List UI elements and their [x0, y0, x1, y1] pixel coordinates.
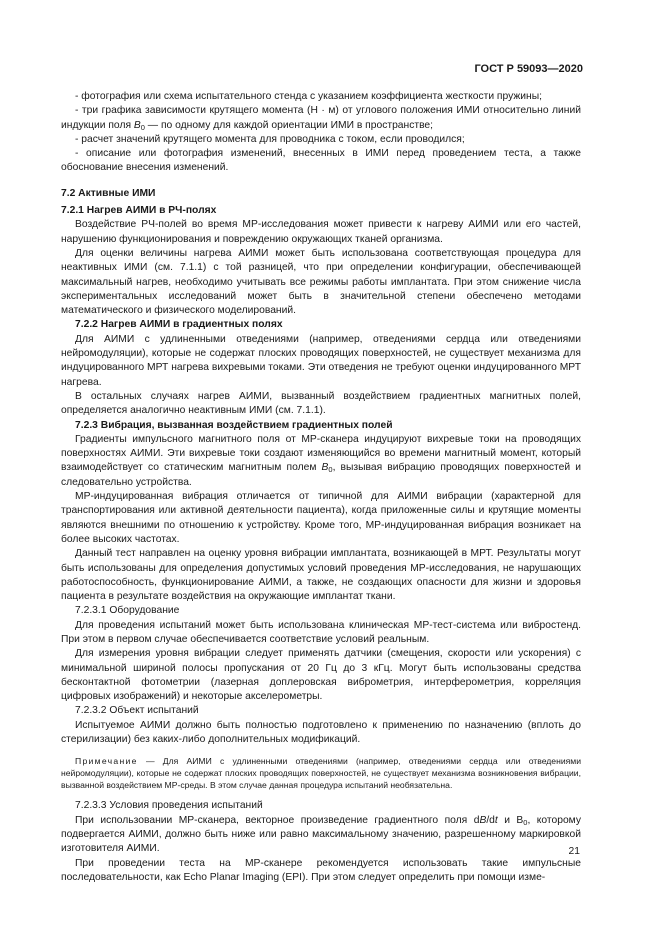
paragraph: Для оценки величины нагрева АИМИ может быть использована соответствующая процедура для неактивных ИМИ (см. 7.1.1) с той разницей, что при определении конфигурации, обеспечивающей максимальный нагрев, необходимо учитывать все режимы работы имплантата. При этом снижение числа экспериментальных исследований может быть в значительной степени обеспечено методами математического и физического моделирований.: [61, 247, 581, 317]
paragraph: Градиенты импульсного магнитного поля от МР-сканера индуцируют вихревые токи на проводящих поверхностях АИМИ. Эти вихревые токи создают изменяющийся во времени магнитный момент, который взаимодействует со статическим магнитным полем $B_0$, вызывая вибрацию проводящих поверхностей и следовательно устройства.: [61, 433, 581, 488]
paragraph: Данный тест направлен на оценку уровня вибрации имплантата, возникающей в МРТ. Результаты могут быть использованы для определения допустимых условий проведения МР-исследования, не нарушающих работоспособность, функционирование АИМИ, а также, не создающих опасности для жизни и здоровья пациента в результате воздействия на окружающие имплантат ткани.: [61, 548, 581, 603]
page-number: 21: [568, 846, 580, 857]
section-heading: 7.2.3 Вибрация, вызванная воздействием градиентных полей: [75, 419, 393, 431]
paragraph: Испытуемое АИМИ должно быть полностью подготовлено к применению по назначению (вплоть до стерилизации) без каких-либо дополнительных модификаций.: [61, 719, 581, 746]
paragraph: При проведении теста на МР-сканере рекомендуется использовать такие импульсные последовательности, как Echo Planar Imaging (EPI). При этом следует определить при помощи изме-: [61, 857, 581, 883]
paragraph: - описание или фотография изменений, внесенных в ИМИ перед проведением теста, а также обоснование внесения изменений.: [61, 148, 581, 174]
section-heading: 7.2.3.2 Объект испытаний: [75, 705, 199, 717]
paragraph: В остальных случаях нагрев АИМИ, вызванный воздействием градиентных магнитных полей, определяется аналогично неактивным ИМИ (см. 7.1.1).: [61, 390, 581, 417]
paragraph: При использовании МР-сканера, векторное произведение градиентного поля dB/dt и $B_0$, которому подвергается АИМИ, должно быть ниже или равно максимальному значению, разрешенному маркировкой изготовителя АИМИ.: [61, 814, 582, 855]
section-heading: 7.2.1 Нагрев АИМИ в РЧ-полях: [61, 205, 217, 217]
paragraph: - расчет значений крутящего момента для проводника с током, если проводился;: [75, 133, 465, 145]
paragraph: Воздействие РЧ-полей во время МР-исследования может привести к нагреву АИМИ или его частей, нарушению функционирования и повреждению окружающих тканей организма.: [61, 219, 581, 245]
paragraph: Для измерения уровня вибрации следует применять датчики (смещения, скорости или ускорения) с минимальной шириной полосы пропускания от 20 Гц до 3 кГц. Могут быть использованы средства бесконтактной фотометрии (лазерная доплеровская виброметрия, интерферометрия, корреляция цифровых изображений) и некоторые акселерометры.: [61, 648, 581, 703]
paragraph: - три графика зависимости крутящего момента (Н · м) от углового положения ИМИ относительно линий индукции поля $B_0$ — по одному для каждой ориентации ИМИ в пространстве;: [61, 105, 581, 132]
paragraph: Для проведения испытаний может быть использована клиническая МР-тест-система или вибростенд. При этом в первом случае обеспечивается соответствие условий реальным.: [61, 619, 581, 645]
note-paragraph: Примечание — Для АИМИ с удлиненными отведениями (например, отведениями сердца или отведениями нейромодуляции), которые не содержат плоских проводящих поверхностей, не существует механизма возникновения вибрации, вызванной воздействием МР-среды. В этом случае данная процедура испытаний необязательна.: [61, 756, 581, 791]
section-heading: 7.2.3.3 Условия проведения испытаний: [75, 800, 263, 812]
paragraph: МР-индуцированная вибрация отличается от типичной для АИМИ вибрации (характерной для транспортирования или активной деятельности пациента), когда приложенные силы и крутящие моменты являются внешними по отношению к устройству. Кроме того, МР-индуцированная вибрация возникает на более высоких частотах.: [61, 491, 581, 545]
section-heading: 7.2.2 Нагрев АИМИ в градиентных полях: [75, 319, 283, 331]
section-heading: 7.2.3.1 Оборудование: [75, 605, 180, 617]
document-body: [61, 90, 581, 885]
paragraph: Для АИМИ с удлиненными отведениями (например, отведениями сердца или отведениями нейромодуляции), которые не содержат плоских проводящих поверхностей, не существует механизма для индуцированного МРТ нагрева вихревыми токами. Эти отведения не требуют оценки индуцированного МРТ нагрева.: [61, 333, 581, 388]
document-code: ГОСТ Р 59093—2020: [474, 63, 583, 75]
paragraph: - фотография или схема испытательного стенда с указанием коэффициента жесткости пружины;: [75, 91, 542, 102]
section-heading: 7.2 Активные ИМИ: [61, 187, 156, 199]
